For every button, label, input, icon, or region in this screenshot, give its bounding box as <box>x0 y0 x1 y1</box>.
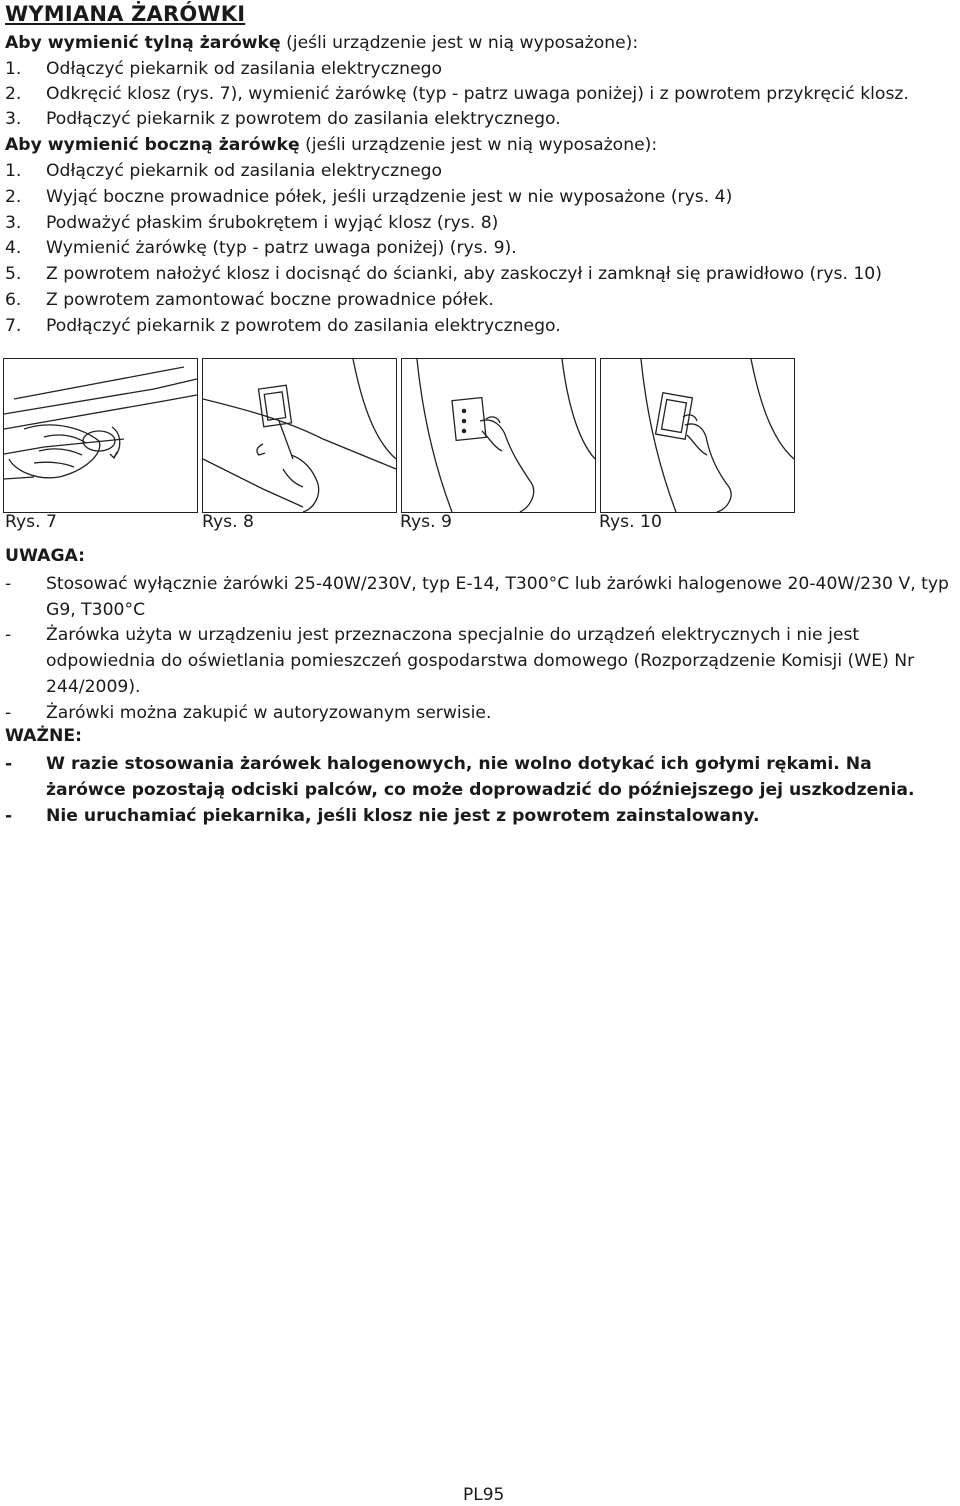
rear-bulb-heading <box>5 31 638 56</box>
rear-step <box>5 82 909 107</box>
step-text: Podważyć płaskim śrubokrętem i wyjąć klosz (rys. 8) <box>46 213 499 233</box>
step-number: 1. <box>5 161 22 181</box>
step-number: 2. <box>5 187 22 207</box>
note-item <box>5 700 955 726</box>
note-item <box>5 622 955 700</box>
step-number: 2. <box>5 84 22 104</box>
step-number: 3. <box>5 109 22 129</box>
page-title: WYMIANA ŻARÓWKI <box>5 2 246 26</box>
rear-step <box>5 57 442 82</box>
figure-rys-9 <box>401 358 596 513</box>
step-number: 5. <box>5 264 22 284</box>
step-number: 7. <box>5 316 22 336</box>
side-step <box>5 159 442 184</box>
figure-caption: Rys. 9 <box>400 512 452 532</box>
bullet-dash: - <box>5 703 12 723</box>
step-number: 1. <box>5 59 22 79</box>
side-step <box>5 236 517 261</box>
note-item <box>5 571 955 623</box>
figure-rys-7 <box>3 358 198 513</box>
step-text: Podłączyć piekarnik z powrotem do zasilania elektrycznego. <box>46 316 561 336</box>
note-text: Żarówka użyta w urządzeniu jest przeznaczona specjalnie do urządzeń elektrycznych i nie jest odpowiednia do oświetlania pomieszczeń gospodarstwa domowego (Rozporządzenie Komisji (WE) Nr 244/2009). <box>46 625 915 697</box>
bullet-dash: - <box>5 574 12 594</box>
step-text: Odkręcić klosz (rys. 7), wymienić żarówkę (typ - patrz uwaga poniżej) i z powrotem przykręcić klosz. <box>46 84 909 104</box>
step-text: Wymienić żarówkę (typ - patrz uwaga poniżej) (rys. 9). <box>46 238 517 258</box>
figure-rys-10 <box>600 358 795 513</box>
step-number: 6. <box>5 290 22 310</box>
step-text: Odłączyć piekarnik od zasilania elektrycznego <box>46 161 443 181</box>
step-text: Z powrotem nałożyć klosz i docisnąć do ścianki, aby zaskoczył i zamknął się prawidłowo (rys. 10) <box>46 264 882 284</box>
side-heading-bold: Aby wymienić boczną żarówkę <box>5 135 300 155</box>
bullet-dash: - <box>5 806 13 826</box>
side-heading-rest: (jeśli urządzenie jest w nią wyposażone): <box>299 135 658 155</box>
replace-bulb-illustration <box>402 359 595 512</box>
screwdriver-lamp-illustration <box>203 359 396 512</box>
side-bulb-heading <box>5 133 657 158</box>
rear-heading-rest: (jeśli urządzenie jest w nią wyposażone): <box>280 33 639 53</box>
note-text: Stosować wyłącznie żarówki 25-40W/230V, typ E-14, T300°C lub żarówki halogenowe 20-40W/230 V, typ G9, T300°C <box>46 574 949 620</box>
side-step <box>5 185 732 210</box>
page-number: PL95 <box>463 1485 505 1505</box>
step-text: Wyjąć boczne prowadnice półek, jeśli urządzenie jest w nie wyposażone (rys. 4) <box>46 187 733 207</box>
step-text: Z powrotem zamontować boczne prowadnice półek. <box>46 290 494 310</box>
rear-step <box>5 107 561 132</box>
important-heading: WAŻNE: <box>5 726 82 746</box>
step-number: 4. <box>5 238 22 258</box>
bullet-dash: - <box>5 625 12 645</box>
figure-caption: Rys. 7 <box>5 512 57 532</box>
side-step <box>5 262 882 287</box>
figure-caption: Rys. 8 <box>202 512 254 532</box>
step-text: Podłączyć piekarnik z powrotem do zasilania elektrycznego. <box>46 109 561 129</box>
step-text: Odłączyć piekarnik od zasilania elektrycznego <box>46 59 443 79</box>
refit-cover-illustration <box>601 359 794 512</box>
side-step <box>5 288 494 313</box>
rear-lamp-illustration <box>4 359 197 512</box>
note-heading: UWAGA: <box>5 546 86 566</box>
step-number: 3. <box>5 213 22 233</box>
figure-row <box>3 358 793 513</box>
important-item <box>5 803 955 829</box>
rear-heading-bold: Aby wymienić tylną żarówkę <box>5 33 281 53</box>
important-text: W razie stosowania żarówek halogenowych, nie wolno dotykać ich gołymi rękami. Na żarówce pozostają odciski palców, co może doprowadzić do późniejszego jej uszkodzenia. <box>46 754 915 800</box>
important-text: Nie uruchamiać piekarnika, jeśli klosz nie jest z powrotem zainstalowany. <box>46 806 760 826</box>
side-step <box>5 211 498 236</box>
bullet-dash: - <box>5 754 13 774</box>
note-text: Żarówki można zakupić w autoryzowanym serwisie. <box>46 703 492 723</box>
important-item <box>5 751 955 803</box>
figure-caption: Rys. 10 <box>599 512 662 532</box>
figure-rys-8 <box>202 358 397 513</box>
side-step <box>5 314 561 339</box>
